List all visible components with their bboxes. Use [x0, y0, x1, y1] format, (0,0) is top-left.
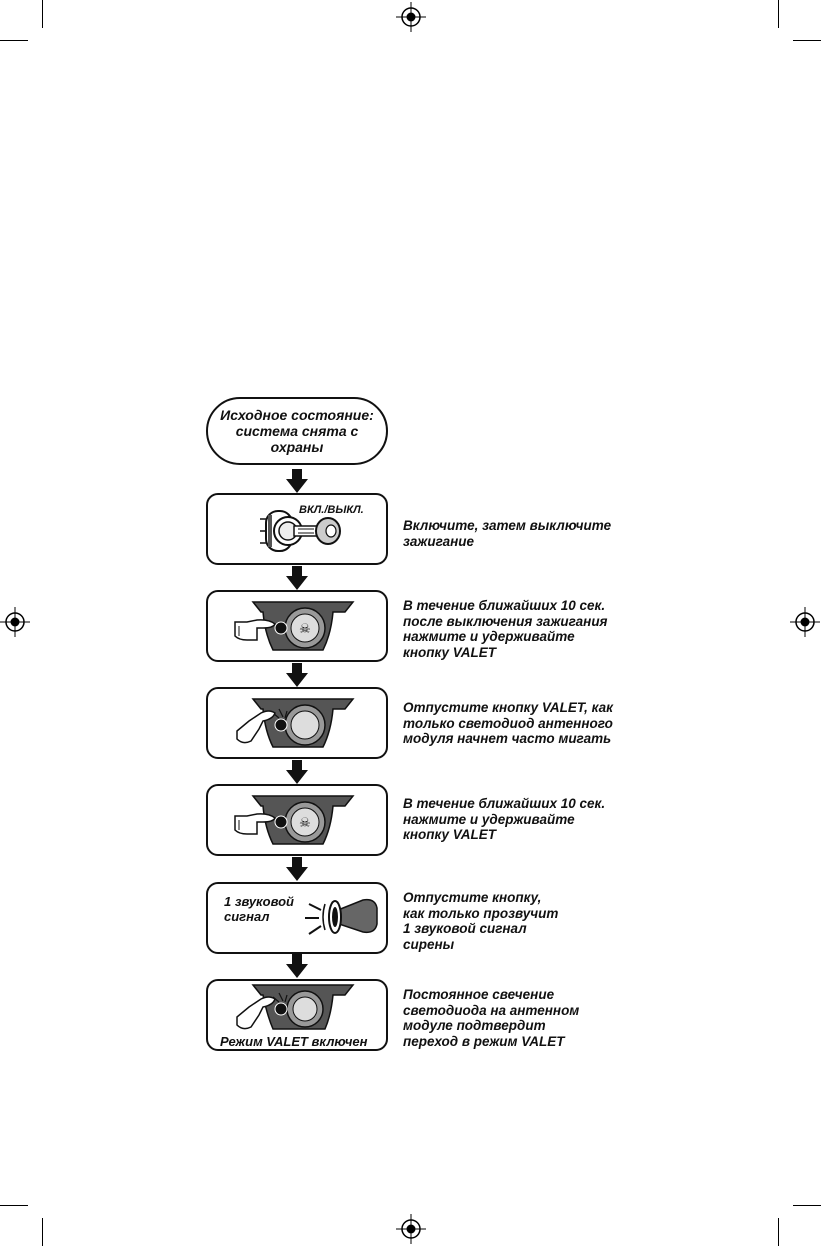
registration-mark-icon [0, 607, 30, 637]
crop-mark [42, 1218, 43, 1246]
step-description-1: Включите, затем выключите зажигание [403, 518, 612, 549]
crop-mark [0, 1205, 28, 1206]
crop-mark [778, 1218, 779, 1246]
crop-mark [778, 0, 779, 28]
registration-mark-icon [396, 1214, 426, 1244]
svg-text:☠: ☠ [299, 622, 311, 637]
step-box-press-valet-again [206, 784, 388, 856]
antenna-module-icon [233, 981, 358, 1031]
crop-mark [0, 40, 28, 41]
step-box-ignition [206, 493, 388, 565]
flow-arrow-icon [286, 760, 308, 784]
step-description-2: В течение ближайших 10 сек. после выключения зажигания нажмите и удерживайте кнопку VALET [403, 598, 608, 660]
step-description-5: Отпустите кнопку, как только прозвучит 1 звуковой сигнал сирены [403, 890, 559, 952]
step-box-siren [206, 882, 388, 954]
crop-mark [42, 0, 43, 28]
flow-arrow-icon [286, 566, 308, 590]
siren-icon [303, 890, 381, 948]
step-box-press-valet [206, 590, 388, 662]
start-node [206, 397, 388, 465]
step-box-release-valet [206, 687, 388, 759]
antenna-module-icon [233, 691, 358, 755]
flow-arrow-icon [286, 857, 308, 881]
registration-mark-icon [396, 2, 426, 32]
antenna-module-icon [233, 788, 358, 852]
antenna-module-icon [233, 594, 358, 658]
registration-mark-icon [790, 607, 820, 637]
start-label: Исходное состояние: система снята с охраны [220, 407, 374, 455]
valet-mode-on-label: Режим VALET включен [220, 1034, 368, 1049]
crop-mark [793, 40, 821, 41]
flow-arrow-icon [286, 469, 308, 493]
ignition-label: ВКЛ./ВЫКЛ. [299, 504, 364, 516]
flow-arrow-icon [286, 663, 308, 687]
svg-text:☠: ☠ [299, 816, 311, 831]
crop-mark [793, 1205, 821, 1206]
step-description-4: В течение ближайших 10 сек. нажмите и удерживайте кнопку VALET [403, 796, 606, 842]
step-description-6: Постоянное свечение светодиода на антенном модуле подтвердит переход в режим VALET [403, 987, 580, 1049]
step-box-valet-on [206, 979, 388, 1051]
flow-arrow-icon [286, 954, 308, 978]
siren-signal-label: 1 звуковой сигнал [224, 894, 295, 924]
step-description-3: Отпустите кнопку VALET, как только светодиод антенного модуля начнет часто мигать [403, 700, 613, 746]
